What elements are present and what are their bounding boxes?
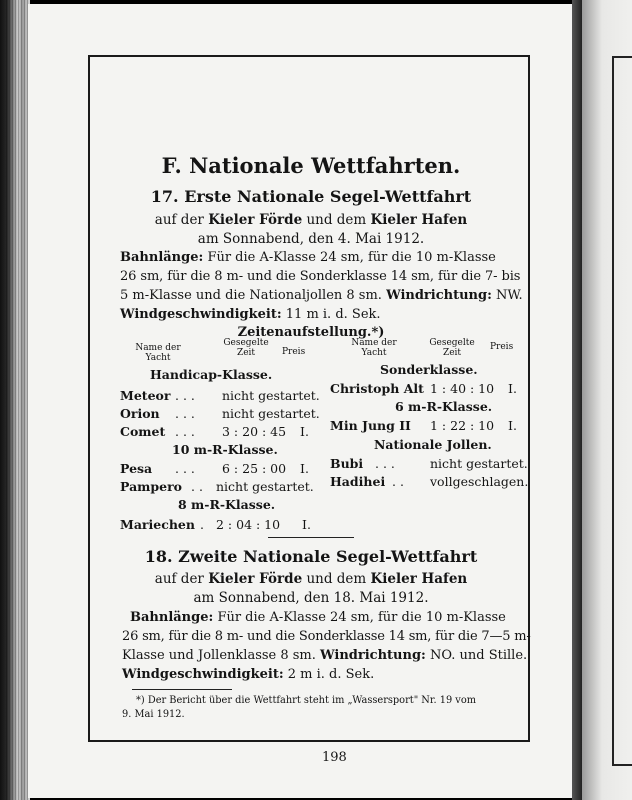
table-row-leader: . . . xyxy=(375,456,395,471)
table-row-time: nicht gestartet. xyxy=(222,388,320,403)
table-row-time: nicht gestartet. xyxy=(216,479,314,494)
table-row-leader: . . . xyxy=(175,406,195,421)
right-group-heading: Sonderklasse. xyxy=(380,362,478,377)
race2-bahn-line3: Klasse und Jollenklasse 8 sm. Windrichtung: NO. und Stille. xyxy=(122,648,528,663)
table-row-prize: I. xyxy=(300,424,309,439)
section-title: F. Nationale Wettfahrten. xyxy=(161,153,461,178)
race2-windspeed: Windgeschwindigkeit: 2 m i. d. Sek. xyxy=(122,667,375,682)
race2-bahn-line2: 26 sm, für die 8 m- und die Sonderklasse 14 sm, für die 7—5 m- xyxy=(122,629,531,644)
section-divider xyxy=(268,537,354,538)
table-row-name: Comet xyxy=(120,424,166,439)
table-row-time: 1 : 40 : 10 xyxy=(430,381,495,396)
facing-page-frame xyxy=(612,56,632,766)
table-row-time: nicht gestartet. xyxy=(430,456,528,471)
table-row-leader: . . xyxy=(191,479,203,494)
footnote-rule xyxy=(132,689,232,690)
table-row-time: 6 : 25 : 00 xyxy=(222,461,287,476)
col-right-name-header: Name der Yacht xyxy=(351,338,397,358)
race1-date: am Sonnabend, den 4. Mai 1912. xyxy=(197,231,425,247)
table-row-time: vollgeschlagen. xyxy=(430,474,529,489)
table-row-name: Hadihei xyxy=(330,474,386,489)
footnote-line1: *) Der Bericht über die Wettfahrt steht im „Wassersport" Nr. 19 vom xyxy=(136,695,477,706)
race1-bahn-line3: 5 m-Klasse und die Nationaljollen 8 sm. Windrichtung: NW. xyxy=(120,288,523,303)
table-row-prize: I. xyxy=(300,461,309,476)
table-row-leader: . xyxy=(200,517,204,532)
race1-location: auf der Kieler Förde und dem Kieler Hafen xyxy=(154,212,468,228)
race1-title: 17. Erste Nationale Segel-Wettfahrt xyxy=(150,187,472,206)
page-number: 198 xyxy=(322,750,347,765)
table-row-name: Meteor xyxy=(120,388,171,403)
table-row-prize: I. xyxy=(508,418,517,433)
table-row-leader: . . . xyxy=(175,424,195,439)
table-row-name: Orion xyxy=(120,406,160,421)
race2-location: auf der Kieler Förde und dem Kieler Hafen xyxy=(154,571,468,587)
footnote-line2: 9. Mai 1912. xyxy=(122,709,185,720)
race2-bahn-line1: Bahnlänge: Für die A-Klasse 24 sm, für die 10 m-Klasse xyxy=(130,610,506,625)
table-row-name: Mariechen xyxy=(120,517,195,532)
table-row-name: Bubi xyxy=(330,456,364,471)
table-row-prize: I. xyxy=(508,381,517,396)
table-row-leader: . . . xyxy=(175,388,195,403)
book-gutter xyxy=(572,0,582,800)
race1-windspeed: Windgeschwindigkeit: 11 m i. d. Sek. xyxy=(120,307,381,322)
left-group-heading: 8 m-R-Klasse. xyxy=(178,497,276,512)
race1-bahn-line2: 26 sm, für die 8 m- und die Sonderklasse 14 sm, für die 7- bis xyxy=(120,269,521,284)
race1-bahn-line1: Bahnlänge: Für die A-Klasse 24 sm, für die 10 m-Klasse xyxy=(120,250,496,265)
times-heading: Zeitenaufstellung.*) xyxy=(237,325,385,340)
right-group-heading: Nationale Jollen. xyxy=(374,437,492,452)
col-right-prize-header: Preis xyxy=(490,342,514,352)
race2-date: am Sonnabend, den 18. Mai 1912. xyxy=(193,590,429,606)
table-row-leader: . . . xyxy=(175,461,195,476)
race2-title: 18. Zweite Nationale Segel-Wettfahrt xyxy=(144,547,478,566)
table-row-leader: . . xyxy=(392,474,404,489)
left-group-heading: 10 m-R-Klasse. xyxy=(172,442,278,457)
table-row-name: Min Jung II xyxy=(330,418,411,433)
left-group-heading: Handicap-Klasse. xyxy=(150,367,273,382)
col-left-prize-header: Preis xyxy=(282,347,306,357)
text-frame xyxy=(88,55,530,742)
col-left-time-header: Gesegelte Zeit xyxy=(223,338,269,358)
table-row-prize: I. xyxy=(302,517,311,532)
table-row-name: Pampero xyxy=(120,479,183,494)
table-row-name: Christoph Alt xyxy=(330,381,424,396)
book-spine xyxy=(0,0,30,800)
table-row-name: Pesa xyxy=(120,461,153,476)
table-row-time: 1 : 22 : 10 xyxy=(430,418,495,433)
right-group-heading: 6 m-R-Klasse. xyxy=(395,399,493,414)
table-row-time: 2 : 04 : 10 xyxy=(216,517,281,532)
table-row-time: nicht gestartet. xyxy=(222,406,320,421)
col-right-time-header: Gesegelte Zeit xyxy=(429,338,475,358)
col-left-name-header: Name der Yacht xyxy=(135,343,181,363)
table-row-time: 3 : 20 : 45 xyxy=(222,424,287,439)
